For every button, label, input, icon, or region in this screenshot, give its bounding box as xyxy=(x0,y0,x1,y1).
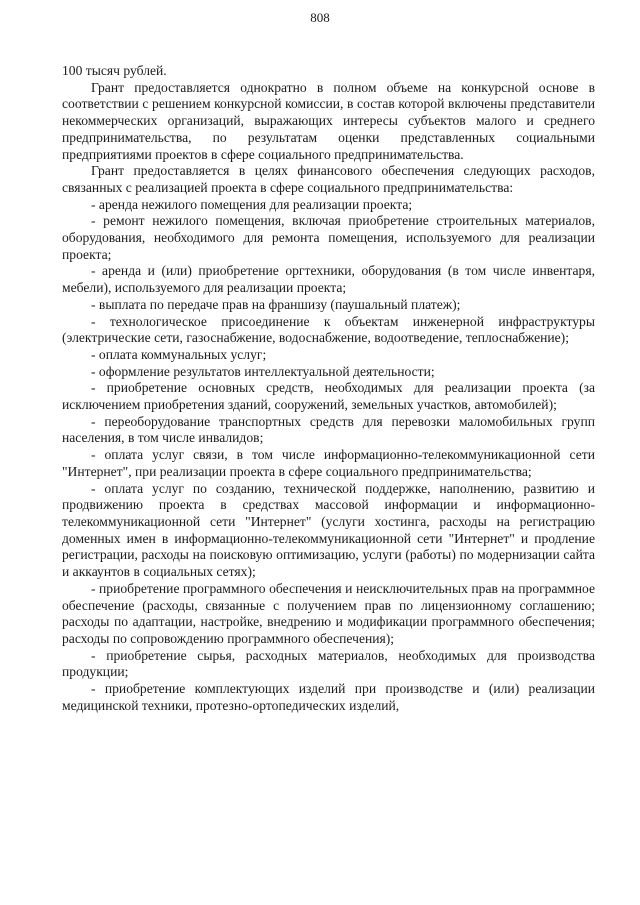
paragraph-continuation: 100 тысяч рублей. xyxy=(62,63,167,78)
list-item: - аренда и (или) приобретение оргтехники, оборудования (в том числе инвентаря, мебели), используемого для реализации проекта; xyxy=(62,263,595,296)
document-body xyxy=(62,63,595,714)
list-item: - приобретение программного обеспечения и неисключительных прав на программное обеспечение (расходы, связанные с получением прав по лицензионному соглашению; расходы по адаптации, настройке, внедрению и модификации программного обеспечения; расходы по сопровождению программного обеспечения); xyxy=(62,580,595,646)
paragraph-grant-purpose: Грант предоставляется в целях финансового обеспечения следующих расходов, связанных с реализацией проекта в сфере социального предпринимательства: xyxy=(62,163,595,195)
list-item: - выплата по передаче прав на франшизу (паушальный платеж); xyxy=(91,296,461,312)
list-item: - приобретение комплектующих изделий при производстве и (или) реализации медицинской техники, протезно-ортопедических изделий, xyxy=(62,681,595,713)
list-item: - оплата услуг связи, в том числе информационно-телекоммуникационной сети "Интернет", при реализации проекта в сфере социального предпринимательства; xyxy=(62,447,595,479)
list-item: - ремонт нежилого помещения, включая приобретение строительных материалов, оборудования, необходимого для ремонта помещения, используемого для реализации проекта; xyxy=(62,213,595,262)
list-item: - технологическое присоединение к объектам инженерной инфраструктуры (электрические сети, газоснабжение, водоснабжение, водоотведение, теплоснабжение); xyxy=(62,313,595,346)
list-item: - переоборудование транспортных средств для перевозки маломобильных групп населения, в том числе инвалидов; xyxy=(62,413,595,446)
list-item: - приобретение основных средств, необходимых для реализации проекта (за исключением приобретения зданий, сооружений, земельных участков, автомобилей); xyxy=(62,380,595,413)
page-number: 808 xyxy=(310,10,330,25)
list-item: - оплата услуг по созданию, технической поддержке, наполнению, развитию и продвижению проекта в средствах массовой информации и информационно-телекоммуникационной сети "Интернет" (услуги хостинга, расходы на регистрацию доменных имен в информационно-телекоммуникационной сети "Интернет" и продление регистрации, расходы на поисковую оптимизацию, услуги (работы) по модернизации сайта и аккаунтов в социальных сетях); xyxy=(62,480,595,580)
list-item: - аренда нежилого помещения для реализации проекта; xyxy=(91,196,413,212)
list-item: - оплата коммунальных услуг; xyxy=(91,346,267,362)
list-item: - оформление результатов интеллектуальной деятельности; xyxy=(91,363,435,379)
list-item: - приобретение сырья, расходных материалов, необходимых для производства продукции; xyxy=(62,647,595,680)
paragraph-grant-conditions: Грант предоставляется однократно в полном объеме на конкурсной основе в соответствии с решением конкурсной комиссии, в состав которой включены представители некоммерческих организаций, выражающих интересы субъектов малого и среднего предпринимательства, по результатам оценки представленных социальными предприятиями проектов в сфере социального предпринимательства. xyxy=(62,79,595,162)
